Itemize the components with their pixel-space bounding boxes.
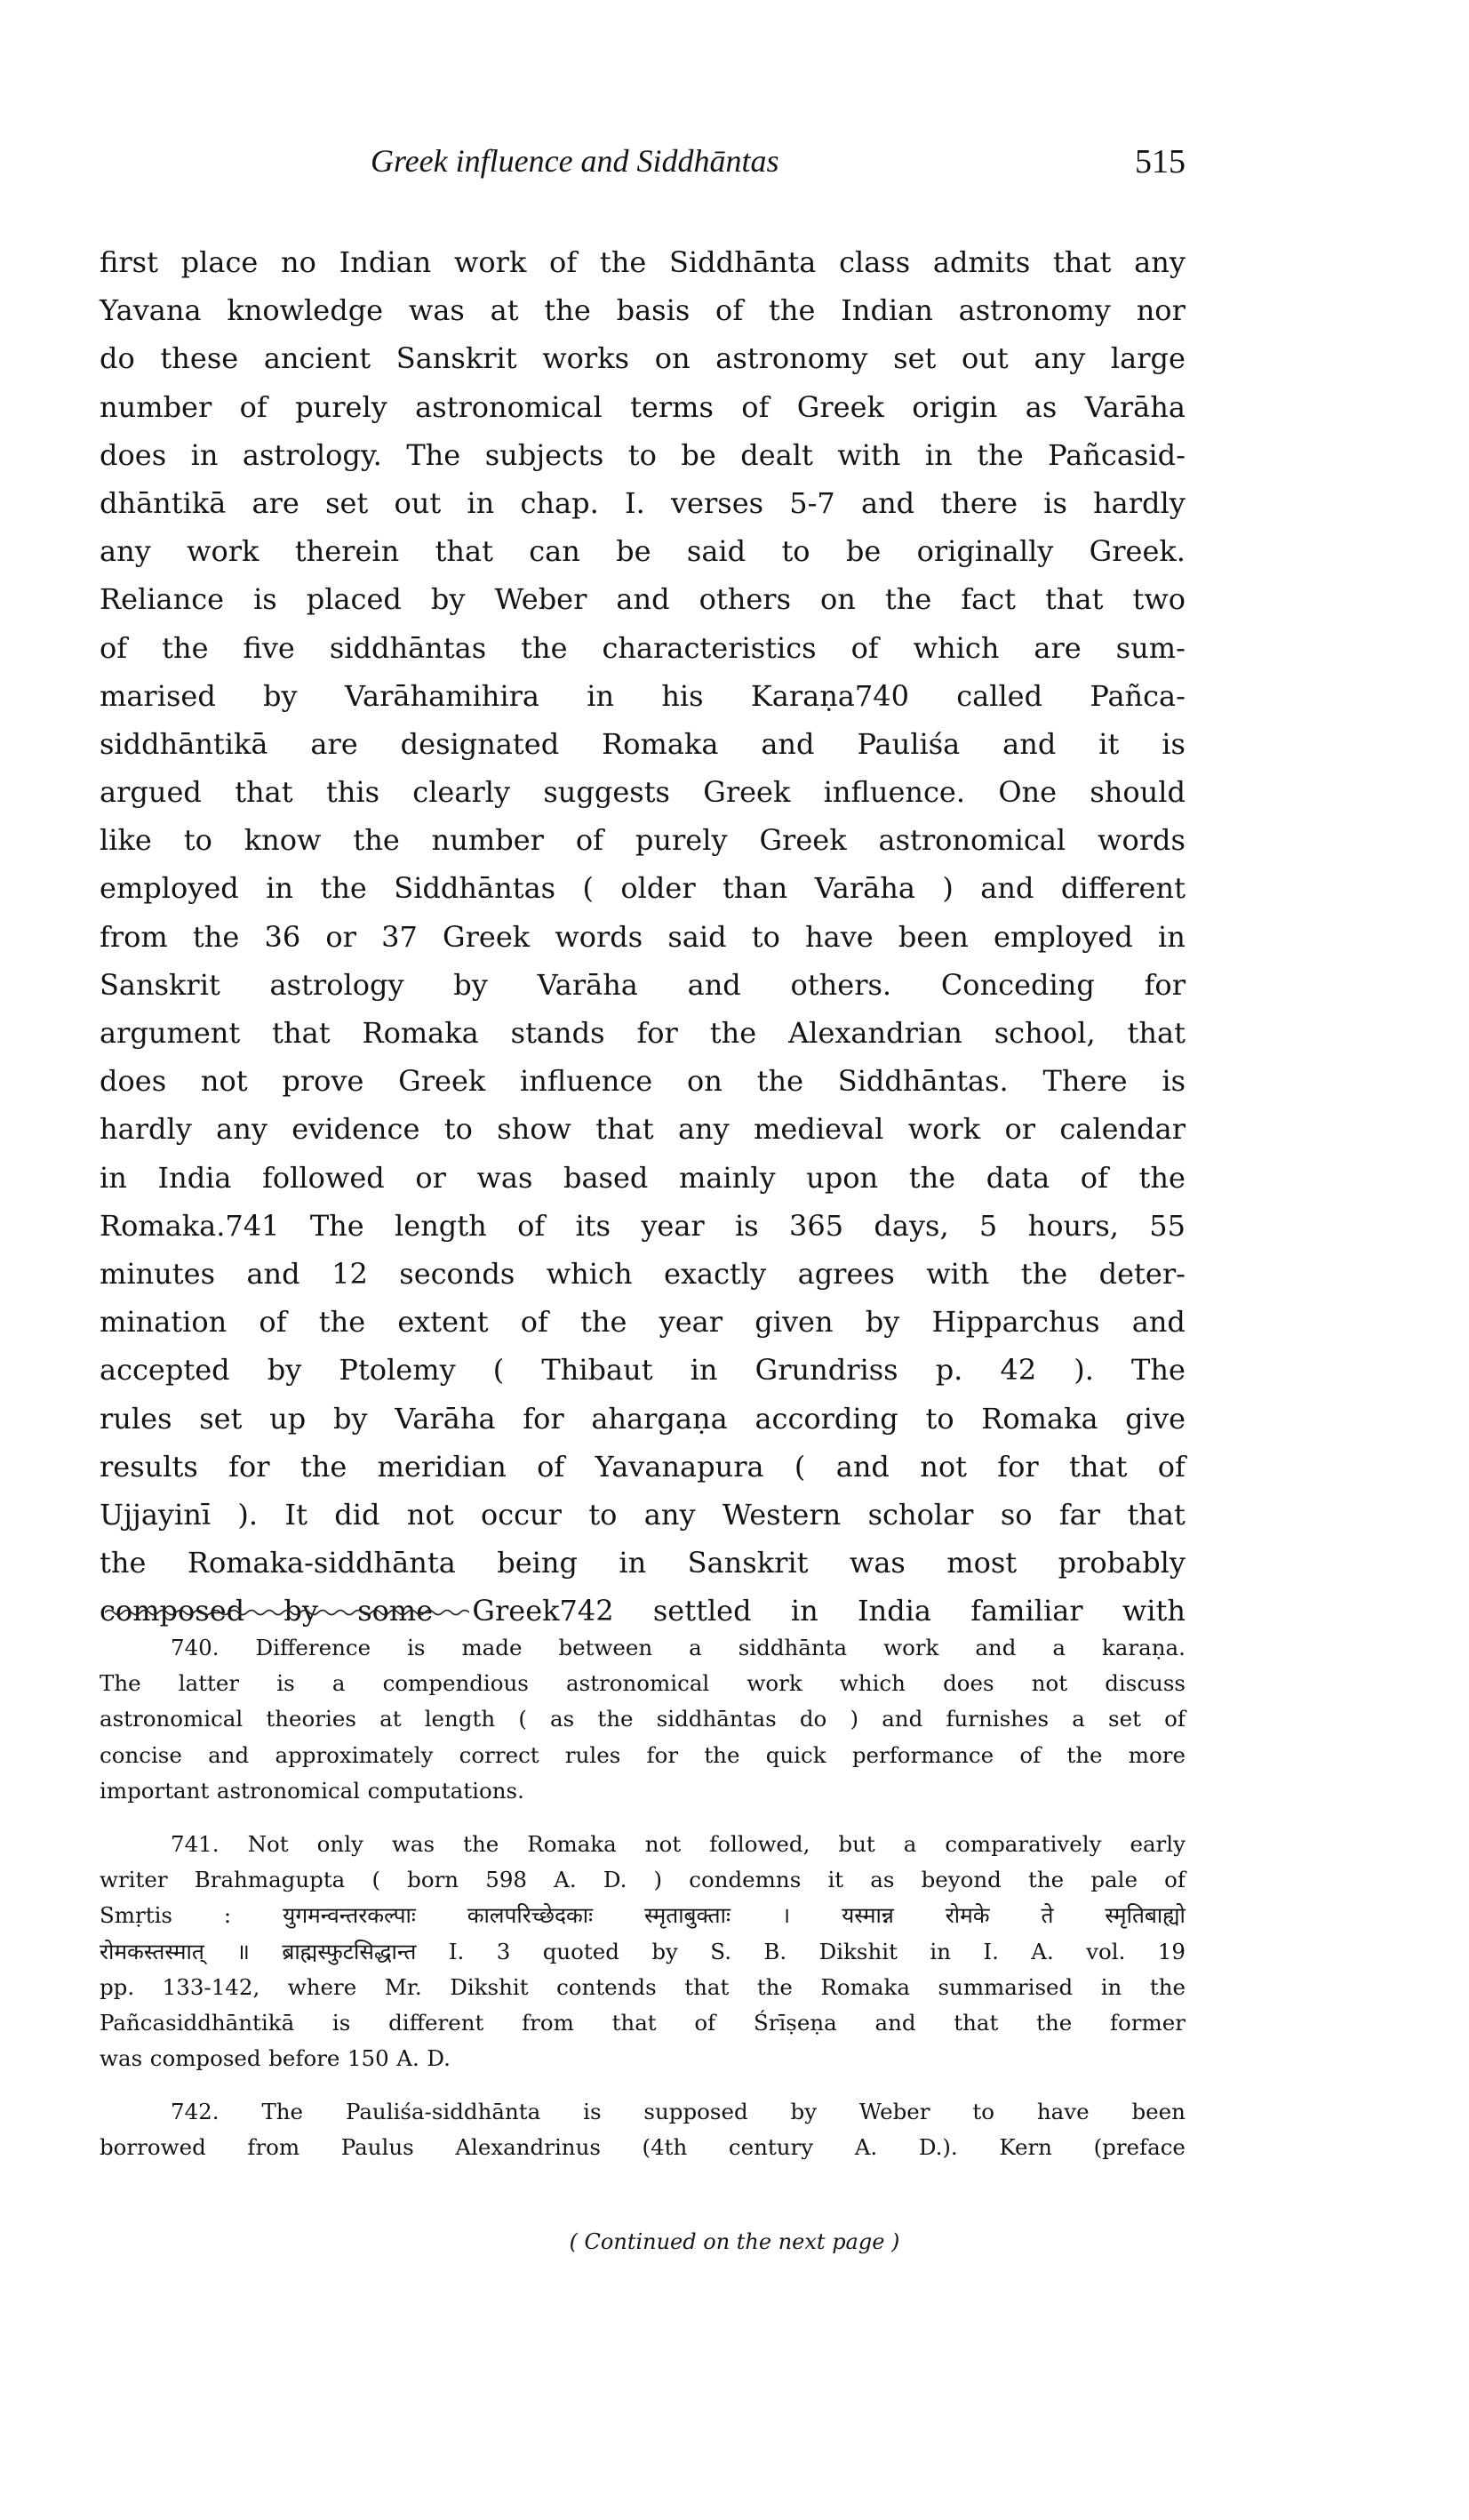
- text-line: Yavana knowledge was at the basis of the Indian astronomy nor: [100, 293, 1186, 328]
- text-line: dhāntikā are set out in chap. I. verses 5-7 and there is hardly: [100, 485, 1186, 520]
- text-line: in India followed or was based mainly upon the data of the: [100, 1160, 1186, 1195]
- main-text: [100, 238, 1186, 1635]
- footnote-separator: [105, 1606, 469, 1619]
- text-line: Sanskrit astrology by Varāha and others. Conceding for: [100, 967, 1186, 1002]
- text-line: Romaka.741 The length of its year is 365 days, 5 hours, 55: [100, 1208, 1186, 1243]
- footnote-line: important astronomical computations.: [100, 1777, 524, 1804]
- footnote-gap: [100, 2076, 1186, 2094]
- text-line: do these ancient Sanskrit works on astronomy set out any large: [100, 341, 1186, 376]
- text-line: siddhāntikā are designated Romaka and Pauliśa and it is: [100, 726, 1186, 761]
- footnote-line: Pañcasiddhāntikā is different from that of Śrīṣeṇa and that the former: [100, 2009, 1186, 2036]
- footnotes: [100, 1630, 1186, 2166]
- page-number: 515: [1135, 143, 1186, 180]
- text-line: does in astrology. The subjects to be dealt with in the Pañcasid-: [100, 437, 1186, 472]
- text-line: marised by Varāhamihira in his Karaṇa740 called Pañca-: [100, 678, 1186, 713]
- footnote-line: was composed before 150 A. D.: [100, 2045, 451, 2072]
- footnote-line: Smṛtis : युगमन्वन्तरकल्पाः कालपरिच्छेदकाः स्मृताबुक्ताः । यस्मान्न रोमके ते स्मृतिबाह्यो: [100, 1902, 1186, 1929]
- footnote-line: writer Brahmagupta ( born 598 A. D. ) condemns it as beyond the pale of: [100, 1867, 1186, 1893]
- text-line: composed by some Greek742 settled in India familiar with: [100, 1594, 1186, 1628]
- footnote-line: pp. 133-142, where Mr. Dikshit contends that the Romaka summarised in the: [100, 1973, 1186, 2000]
- footnote-line: borrowed from Paulus Alexandrinus (4th century A. D.). Kern (preface: [100, 2134, 1186, 2161]
- text-line: number of purely astronomical terms of Greek origin as Varāha: [100, 389, 1186, 424]
- text-line: first place no Indian work of the Siddhānta class admits that any: [100, 245, 1186, 279]
- footnote-line: 742. The Pauliśa-siddhānta is supposed by Weber to have been: [171, 2099, 1186, 2125]
- text-line: like to know the number of purely Greek astronomical words: [100, 823, 1186, 858]
- text-line: mination of the extent of the year given by Hipparchus and: [100, 1305, 1186, 1340]
- text-line: employed in the Siddhāntas ( older than Varāha ) and different: [100, 871, 1186, 906]
- text-line: results for the meridian of Yavanapura ( and not for that of: [100, 1449, 1186, 1484]
- text-line: rules set up by Varāha for ahargaṇa according to Romaka give: [100, 1401, 1186, 1436]
- text-line: Reliance is placed by Weber and others on the fact that two: [100, 582, 1186, 617]
- text-line: Ujjayinī ). It did not occur to any Western scholar so far that: [100, 1497, 1186, 1532]
- running-title: Greek influence and Siddhāntas: [371, 143, 779, 179]
- footnote-line: concise and approximately correct rules for the quick performance of the more: [100, 1741, 1186, 1768]
- text-line: hardly any evidence to show that any medieval work or calendar: [100, 1112, 1186, 1147]
- continued-note: ( Continued on the next page ): [569, 2229, 900, 2254]
- text-line: accepted by Ptolemy ( Thibaut in Grundriss p. 42 ). The: [100, 1353, 1186, 1388]
- text-line: of the five siddhāntas the characteristics of which are sum-: [100, 630, 1186, 665]
- footnote-line: रोमकस्तस्मात् ॥ ब्राह्मस्फुटसिद्धान्त I. 3 quoted by S. B. Dikshit in I. A. vol. 19: [100, 1938, 1186, 1964]
- text-line: does not prove Greek influence on the Siddhāntas. There is: [100, 1064, 1186, 1099]
- footnote-line: The latter is a compendious astronomical work which does not discuss: [100, 1670, 1186, 1697]
- running-header: [100, 142, 1186, 196]
- text-line: argued that this clearly suggests Greek influence. One should: [100, 775, 1186, 810]
- text-line: from the 36 or 37 Greek words said to have been employed in: [100, 919, 1186, 954]
- footnote-line: 740. Difference is made between a siddhānta work and a karaṇa.: [171, 1635, 1186, 1660]
- footnote-line: 741. Not only was the Romaka not followed, but a comparatively early: [171, 1830, 1186, 1857]
- footnote-gap: [100, 1809, 1186, 1827]
- text-line: the Romaka-siddhānta being in Sanskrit was most probably: [100, 1546, 1186, 1580]
- footnote-line: astronomical theories at length ( as the siddhāntas do ) and furnishes a set of: [100, 1706, 1186, 1732]
- text-line: minutes and 12 seconds which exactly agrees with the deter-: [100, 1256, 1186, 1291]
- text-line: any work therein that can be said to be originally Greek.: [100, 534, 1186, 569]
- text-line: argument that Romaka stands for the Alexandrian school, that: [100, 1016, 1186, 1050]
